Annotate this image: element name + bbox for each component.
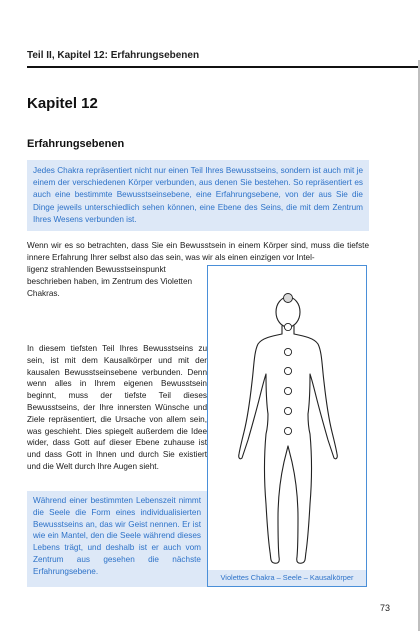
- callout-text: Während einer bestimmten Lebenszeit nimmt die Seele die Form eines individualisierten Bewusstseins an, das wir Geist nennen. Er ist wie ein Mantel, den die Seele während dieses Lebens trägt, und deshalb ist er auch vom Zentrum aus gesehen die nächste Erfahrungsebene.: [33, 496, 201, 576]
- page-number: 73: [380, 603, 391, 613]
- running-header-title: Teil II, Kapitel 12: Erfahrungsebenen: [27, 50, 200, 61]
- intro-highlight-box: [27, 160, 369, 231]
- figure-caption-box: [208, 570, 366, 586]
- callout-highlight-box: [27, 491, 207, 587]
- body-paragraph-1-continued: ligenz strahlenden Bewusstseinspunkt beschrieben haben, im Zentrum des Violetten Chakras.: [27, 265, 193, 298]
- chakra-point-crown: [284, 294, 293, 303]
- chakra-point-solar: [284, 367, 291, 374]
- section-title: Erfahrungsebenen: [27, 138, 125, 150]
- chakra-point-sacral: [284, 387, 291, 394]
- chakra-point-lower: [284, 407, 291, 414]
- chakra-point-root: [284, 427, 291, 434]
- figure-caption: Violettes Chakra – Seele – Kausalkörper: [220, 573, 354, 582]
- intro-text: Jedes Chakra repräsentiert nicht nur einen Teil Ihres Bewusstseins, sondern ist auch mit je einem der verschiedenen Körper verbunden, aus denen Sie bestehen. So repräsentiert es auch eine bestimmte Bewusstseinsebene, eine Erfahrungsebene, von der aus Sie die Dinge jeweils unterschiedlich sehen können, eine Ebene des Seins, die mit dem Zentrum Ihres Wesens verbunden ist.: [33, 166, 363, 224]
- chakra-point-heart: [284, 348, 291, 355]
- chakra-points: [284, 294, 293, 435]
- header-rule: [27, 66, 420, 68]
- human-silhouette-illustration: [208, 266, 366, 570]
- body-paragraph-2: In diesem tiefsten Teil Ihres Bewusstseins zu sein, ist mit dem Kausalkörper und mit der kausalen Bewusstseinsebene verbunden. Denn wenn alles in Ihrem eigenen Bewusstsein beginnt, muss der tiefste Teil dieses Bewusstseins, der Ihre innersten Wünsche und Ziele repräsentiert, die Ursache von allem sein, was geschieht. Dies spiegelt außerdem die Idee wider, dass Gott auf dieser Ebene zuhause ist und dass Gott in Ihnen und durch Sie existiert und die Welt durch Ihre Augen sieht.: [27, 344, 207, 471]
- chakra-point-throat: [284, 323, 291, 330]
- running-header: [27, 50, 420, 66]
- chakra-figure: [207, 265, 367, 587]
- body-paragraph-1: Wenn wir es so betrachten, dass Sie ein Bewusstsein in einem Körper sind, muss die tiefste innere Erfahrung Ihrer selbst also das sein, was wir als einen einzigen vor Intel-: [27, 241, 369, 262]
- chapter-title: Kapitel 12: [27, 95, 98, 112]
